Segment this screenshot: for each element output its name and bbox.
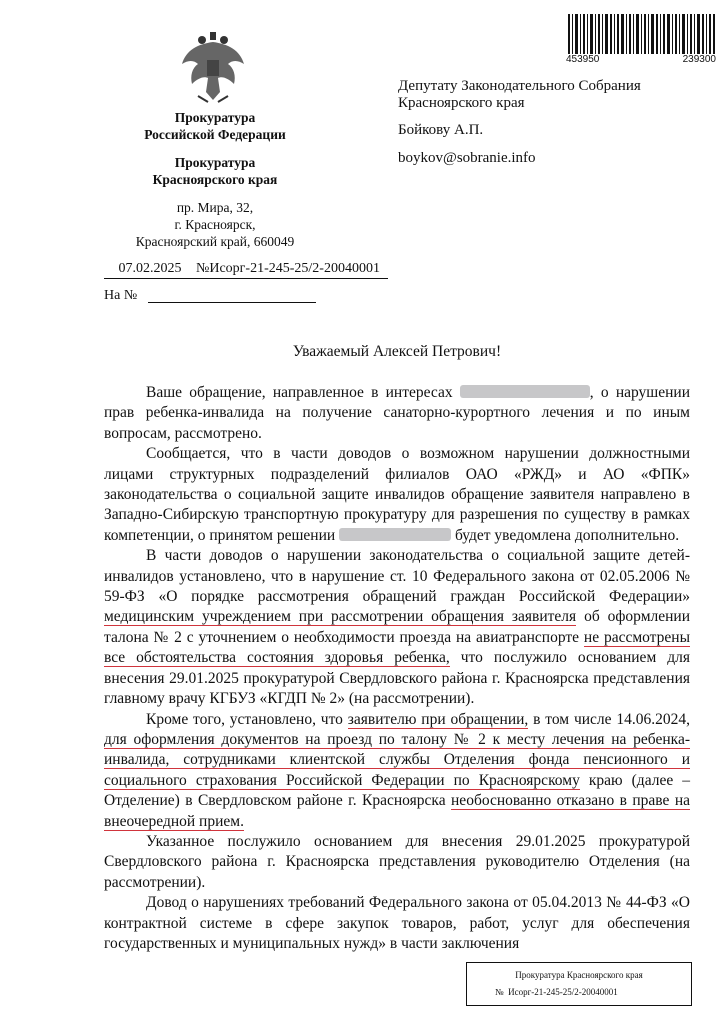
p3-text-c: что послужило основанием для внесения 29.01.2025 прокуратурой Свердловского района г. Красноярска представления главному врачу КГБУЗ «КГДП № 2» (на рассмотрении). [104, 649, 690, 708]
recipient-email: boykov@sobranie.info [398, 150, 536, 166]
p4-text-a: Кроме того, установлено, что [146, 710, 343, 728]
p3-text-a: В части доводов о нарушении законодательства о социальной защите детей-инвалидов установлено, что в нарушение ст. 10 Федерального закона от 02.05.2006 № 59-ФЗ «О порядке рассмотрения обращений граждан Российской Федерации» [104, 547, 690, 606]
stamp-number: Исорг-21-245-25/2-20040001 [508, 987, 618, 997]
greeting: Уважаемый Алексей Петрович! [292, 343, 502, 360]
p4-text-c: краю (далее – Отделение) в Свердловском районе г. Красноярска [104, 771, 690, 810]
registration-stamp [466, 962, 692, 1006]
paragraph-2 [104, 444, 690, 546]
recipient-name: Бойкову А.П. [398, 122, 484, 138]
stamp-number-prefix: № [495, 987, 504, 997]
p4-underline-1: заявителю при обращении, [347, 710, 529, 728]
registration-number-prefix: № [196, 261, 210, 276]
registration-line [104, 261, 388, 279]
barcode-number-right: 239300 [682, 54, 716, 65]
paragraph-1 [104, 383, 690, 444]
p3-underline-1: медицинским учреждением при рассмотрении обращения заявителя [104, 608, 577, 626]
p4-underline-2: для оформления документов на проезд по талону № 2 к месту лечения на ребенка-инвалида, сотрудниками клиентской службы Отделения фонда пенсионного и социального страхования Российской Федерации по Красноярскому [104, 730, 690, 789]
paragraph-6: Довод о нарушениях требований Федерального закона от 05.04.2013 № 44-ФЗ «О контрактной системе в сфере закупок товаров, работ, услуг для обеспечения государственных и муниципальных нужд» в части заключения [104, 894, 690, 952]
letter-body [104, 383, 690, 954]
stamp-number-line [495, 986, 618, 998]
redacted-name [460, 385, 590, 398]
redacted-name-2 [339, 528, 451, 541]
paragraph-4 [104, 710, 690, 832]
p1-text-b: , [589, 384, 594, 401]
p3-underline-2: не рассмотрены все обстоятельства состояния здоровья ребенка, [104, 628, 690, 667]
sender-org-regional: Прокуратура Красноярского края [152, 155, 278, 187]
paragraph-5: Указанное послужило основанием для внесения 29.01.2025 прокуратурой Свердловского района г. Красноярска представления руководителю Отделения (на рассмотрении). [104, 832, 690, 891]
barcode [566, 14, 716, 54]
reference-label: На № [104, 288, 138, 303]
barcode-number-left: 453950 [566, 54, 600, 65]
sender-org-federal: Прокуратура Российской Федерации [144, 110, 286, 142]
registration-number: Исорг-21-245-25/2-20040001 [209, 261, 380, 276]
double-headed-eagle-emblem-icon [178, 30, 248, 106]
reference-blank-line [148, 302, 316, 303]
registration-date: 07.02.2025 [118, 261, 182, 276]
recipient-title: Депутату Законодательного Собрания Красноярского края [398, 78, 641, 111]
stamp-org: Прокуратура Красноярского края [515, 970, 643, 980]
p4-underline-3: необоснованно отказано в праве на внеочередной прием. [104, 792, 691, 830]
sender-address: пр. Мира, 32, г. Красноярск, Красноярский край, 660049 [135, 200, 295, 249]
p2-text-b: будет уведомлена дополнительно. [454, 526, 680, 544]
p2-text-a: Сообщается, что в части доводов о возможном нарушении должностными лицами структурных подразделений филиалов ОАО «РЖД» и АО «ФПК» законодательства о социальной защите инвалидов обращение заявителя направлено в Западно-Сибирскую транспортную прокуратуру для разрешения по существу в рамках компетенции, о принятом решении [104, 445, 690, 544]
p4-text-b: в том числе 14.06.2024, [533, 710, 690, 728]
p3-text-b: об оформлении талона № 2 с уточнением о необходимости проезда на авиатранспорте [104, 608, 691, 646]
p1-text-c: о нарушении прав ребенка-инвалида на получение санаторно-курортного лечения и по иным вопросам, рассмотрено. [104, 384, 690, 442]
paragraph-3 [104, 546, 690, 709]
barcode-numbers [566, 54, 716, 65]
p1-text-a: Ваше обращение, направленное в интересах [146, 384, 453, 401]
